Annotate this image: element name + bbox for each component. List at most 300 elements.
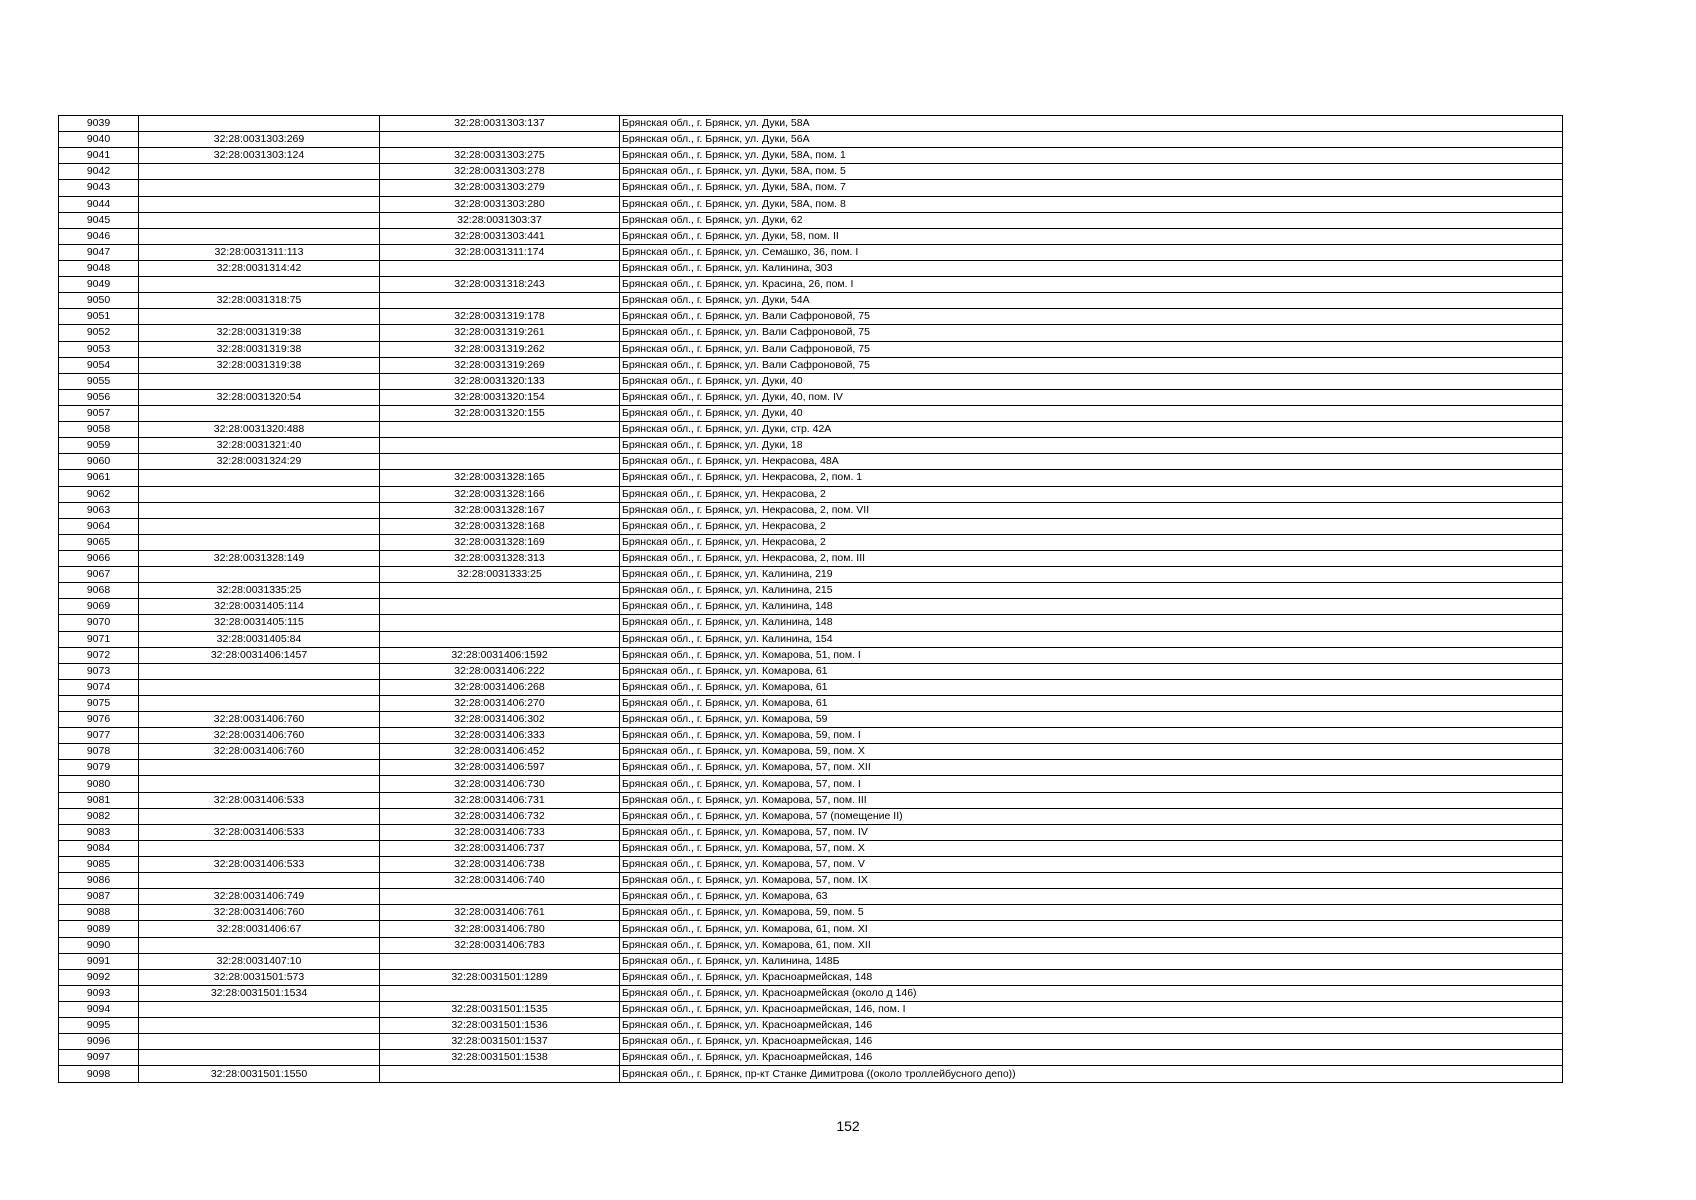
row-number-cell: 9045 [59, 212, 139, 228]
table-row [59, 921, 1563, 937]
object-cadastral-number-cell: 32:28:0031319:269 [380, 357, 620, 373]
row-number-cell: 9071 [59, 631, 139, 647]
table-row [59, 389, 1563, 405]
land-cadastral-number-cell [139, 663, 380, 679]
address-cell: Брянская обл., г. Брянск, ул. Комарова, 57, пом. IV [620, 824, 1563, 840]
table-row [59, 808, 1563, 824]
land-cadastral-number-cell [139, 873, 380, 889]
object-cadastral-number-cell [380, 953, 620, 969]
land-cadastral-number-cell: 32:28:0031321:40 [139, 438, 380, 454]
address-cell: Брянская обл., г. Брянск, ул. Дуки, 58А, пом. 7 [620, 180, 1563, 196]
address-cell: Брянская обл., г. Брянск, ул. Вали Сафроновой, 75 [620, 341, 1563, 357]
land-cadastral-number-cell: 32:28:0031406:1457 [139, 647, 380, 663]
table-row [59, 518, 1563, 534]
land-cadastral-number-cell: 32:28:0031318:75 [139, 293, 380, 309]
address-cell: Брянская обл., г. Брянск, ул. Дуки, 58, пом. II [620, 228, 1563, 244]
object-cadastral-number-cell: 32:28:0031406:268 [380, 679, 620, 695]
row-number-cell: 9069 [59, 599, 139, 615]
land-cadastral-number-cell: 32:28:0031406:533 [139, 857, 380, 873]
row-number-cell: 9096 [59, 1034, 139, 1050]
table-row [59, 857, 1563, 873]
address-cell: Брянская обл., г. Брянск, ул. Комарова, 51, пом. I [620, 647, 1563, 663]
address-cell: Брянская обл., г. Брянск, ул. Дуки, 58А, пом. 8 [620, 196, 1563, 212]
land-cadastral-number-cell: 32:28:0031406:533 [139, 792, 380, 808]
land-cadastral-number-cell: 32:28:0031501:573 [139, 969, 380, 985]
object-cadastral-number-cell: 32:28:0031318:243 [380, 277, 620, 293]
land-cadastral-number-cell: 32:28:0031328:149 [139, 550, 380, 566]
land-cadastral-number-cell: 32:28:0031405:84 [139, 631, 380, 647]
table-row [59, 679, 1563, 695]
object-cadastral-number-cell: 32:28:0031406:302 [380, 712, 620, 728]
object-cadastral-number-cell [380, 132, 620, 148]
address-cell: Брянская обл., г. Брянск, ул. Семашко, 36, пом. I [620, 244, 1563, 260]
address-cell: Брянская обл., г. Брянск, ул. Дуки, 58А [620, 116, 1563, 132]
row-number-cell: 9089 [59, 921, 139, 937]
object-cadastral-number-cell: 32:28:0031303:37 [380, 212, 620, 228]
land-cadastral-number-cell: 32:28:0031303:269 [139, 132, 380, 148]
object-cadastral-number-cell [380, 599, 620, 615]
address-cell: Брянская обл., г. Брянск, ул. Комарова, 57, пом. XII [620, 760, 1563, 776]
address-cell: Брянская обл., г. Брянск, ул. Дуки, стр. 42А [620, 422, 1563, 438]
table-row [59, 293, 1563, 309]
row-number-cell: 9078 [59, 744, 139, 760]
object-cadastral-number-cell: 32:28:0031320:155 [380, 405, 620, 421]
address-cell: Брянская обл., г. Брянск, ул. Комарова, 61 [620, 695, 1563, 711]
land-cadastral-number-cell: 32:28:0031319:38 [139, 357, 380, 373]
land-cadastral-number-cell: 32:28:0031406:760 [139, 728, 380, 744]
row-number-cell: 9084 [59, 840, 139, 856]
table-row [59, 905, 1563, 921]
table-row [59, 873, 1563, 889]
land-cadastral-number-cell: 32:28:0031314:42 [139, 260, 380, 276]
land-cadastral-number-cell: 32:28:0031406:749 [139, 889, 380, 905]
land-cadastral-number-cell: 32:28:0031320:488 [139, 422, 380, 438]
object-cadastral-number-cell: 32:28:0031406:738 [380, 857, 620, 873]
table-row [59, 1066, 1563, 1082]
address-cell: Брянская обл., г. Брянск, ул. Калинина, 154 [620, 631, 1563, 647]
address-cell: Брянская обл., г. Брянск, ул. Дуки, 40, пом. IV [620, 389, 1563, 405]
table-row [59, 550, 1563, 566]
object-cadastral-number-cell: 32:28:0031501:1536 [380, 1018, 620, 1034]
table-row [59, 728, 1563, 744]
table-row [59, 744, 1563, 760]
object-cadastral-number-cell: 32:28:0031406:783 [380, 937, 620, 953]
land-cadastral-number-cell [139, 373, 380, 389]
row-number-cell: 9067 [59, 567, 139, 583]
table-row [59, 889, 1563, 905]
object-cadastral-number-cell: 32:28:0031328:313 [380, 550, 620, 566]
address-cell: Брянская обл., г. Брянск, ул. Комарова, 57, пом. V [620, 857, 1563, 873]
address-cell: Брянская обл., г. Брянск, ул. Комарова, 59, пом. 5 [620, 905, 1563, 921]
object-cadastral-number-cell: 32:28:0031501:1289 [380, 969, 620, 985]
object-cadastral-number-cell [380, 454, 620, 470]
row-number-cell: 9082 [59, 808, 139, 824]
land-cadastral-number-cell: 32:28:0031320:54 [139, 389, 380, 405]
row-number-cell: 9068 [59, 583, 139, 599]
table-row [59, 438, 1563, 454]
address-cell: Брянская обл., г. Брянск, ул. Комарова, 57, пом. III [620, 792, 1563, 808]
land-cadastral-number-cell: 32:28:0031319:38 [139, 325, 380, 341]
row-number-cell: 9050 [59, 293, 139, 309]
table-row [59, 1002, 1563, 1018]
table-row [59, 116, 1563, 132]
land-cadastral-number-cell: 32:28:0031311:113 [139, 244, 380, 260]
row-number-cell: 9062 [59, 486, 139, 502]
row-number-cell: 9051 [59, 309, 139, 325]
address-cell: Брянская обл., г. Брянск, ул. Калинина, 148 [620, 615, 1563, 631]
row-number-cell: 9056 [59, 389, 139, 405]
land-cadastral-number-cell [139, 567, 380, 583]
table-row [59, 969, 1563, 985]
address-cell: Брянская обл., г. Брянск, ул. Калинина, 148 [620, 599, 1563, 615]
object-cadastral-number-cell [380, 583, 620, 599]
address-cell: Брянская обл., г. Брянск, ул. Комарова, 57, пом. IX [620, 873, 1563, 889]
table-row [59, 663, 1563, 679]
address-cell: Брянская обл., г. Брянск, ул. Красноармейская (около д 146) [620, 985, 1563, 1001]
address-cell: Брянская обл., г. Брянск, ул. Некрасова, 2, пом. III [620, 550, 1563, 566]
address-cell: Брянская обл., г. Брянск, ул. Комарова, 57, пом. I [620, 776, 1563, 792]
table-row [59, 341, 1563, 357]
row-number-cell: 9090 [59, 937, 139, 953]
object-cadastral-number-cell: 32:28:0031328:165 [380, 470, 620, 486]
land-cadastral-number-cell [139, 486, 380, 502]
row-number-cell: 9063 [59, 502, 139, 518]
table-row [59, 357, 1563, 373]
address-cell: Брянская обл., г. Брянск, ул. Красноармейская, 148 [620, 969, 1563, 985]
table-row [59, 599, 1563, 615]
row-number-cell: 9088 [59, 905, 139, 921]
object-cadastral-number-cell: 32:28:0031320:154 [380, 389, 620, 405]
table-row [59, 309, 1563, 325]
address-cell: Брянская обл., г. Брянск, пр-кт Станке Димитрова ((около троллейбусного депо)) [620, 1066, 1563, 1082]
address-cell: Брянская обл., г. Брянск, ул. Дуки, 40 [620, 405, 1563, 421]
table-row [59, 244, 1563, 260]
address-cell: Брянская обл., г. Брянск, ул. Некрасова, 48А [620, 454, 1563, 470]
table-row [59, 776, 1563, 792]
land-cadastral-number-cell: 32:28:0031303:124 [139, 148, 380, 164]
registry-table-body [59, 116, 1563, 1083]
address-cell: Брянская обл., г. Брянск, ул. Дуки, 54А [620, 293, 1563, 309]
table-row [59, 405, 1563, 421]
table-row [59, 712, 1563, 728]
registry-table [58, 115, 1563, 1083]
row-number-cell: 9076 [59, 712, 139, 728]
address-cell: Брянская обл., г. Брянск, ул. Красноармейская, 146 [620, 1018, 1563, 1034]
row-number-cell: 9075 [59, 695, 139, 711]
table-row [59, 502, 1563, 518]
row-number-cell: 9061 [59, 470, 139, 486]
address-cell: Брянская обл., г. Брянск, ул. Комарова, 57 (помещение II) [620, 808, 1563, 824]
land-cadastral-number-cell: 32:28:0031406:760 [139, 905, 380, 921]
table-row [59, 760, 1563, 776]
object-cadastral-number-cell [380, 438, 620, 454]
land-cadastral-number-cell [139, 470, 380, 486]
object-cadastral-number-cell: 32:28:0031303:280 [380, 196, 620, 212]
land-cadastral-number-cell [139, 534, 380, 550]
object-cadastral-number-cell: 32:28:0031319:261 [380, 325, 620, 341]
row-number-cell: 9059 [59, 438, 139, 454]
address-cell: Брянская обл., г. Брянск, ул. Комарова, 61, пом. XI [620, 921, 1563, 937]
address-cell: Брянская обл., г. Брянск, ул. Комарова, 59 [620, 712, 1563, 728]
address-cell: Брянская обл., г. Брянск, ул. Дуки, 58А, пом. 1 [620, 148, 1563, 164]
row-number-cell: 9091 [59, 953, 139, 969]
land-cadastral-number-cell: 32:28:0031407:10 [139, 953, 380, 969]
address-cell: Брянская обл., г. Брянск, ул. Калинина, 215 [620, 583, 1563, 599]
row-number-cell: 9093 [59, 985, 139, 1001]
object-cadastral-number-cell: 32:28:0031406:731 [380, 792, 620, 808]
table-row [59, 164, 1563, 180]
row-number-cell: 9057 [59, 405, 139, 421]
row-number-cell: 9085 [59, 857, 139, 873]
address-cell: Брянская обл., г. Брянск, ул. Некрасова, 2 [620, 518, 1563, 534]
table-row [59, 1034, 1563, 1050]
object-cadastral-number-cell [380, 615, 620, 631]
land-cadastral-number-cell [139, 405, 380, 421]
object-cadastral-number-cell: 32:28:0031320:133 [380, 373, 620, 389]
row-number-cell: 9049 [59, 277, 139, 293]
table-row [59, 422, 1563, 438]
land-cadastral-number-cell [139, 937, 380, 953]
row-number-cell: 9098 [59, 1066, 139, 1082]
land-cadastral-number-cell [139, 277, 380, 293]
object-cadastral-number-cell: 32:28:0031303:137 [380, 116, 620, 132]
address-cell: Брянская обл., г. Брянск, ул. Комарова, 61 [620, 679, 1563, 695]
address-cell: Брянская обл., г. Брянск, ул. Калинина, 303 [620, 260, 1563, 276]
table-row [59, 824, 1563, 840]
address-cell: Брянская обл., г. Брянск, ул. Вали Сафроновой, 75 [620, 325, 1563, 341]
land-cadastral-number-cell [139, 679, 380, 695]
table-row [59, 212, 1563, 228]
object-cadastral-number-cell [380, 631, 620, 647]
row-number-cell: 9087 [59, 889, 139, 905]
row-number-cell: 9053 [59, 341, 139, 357]
table-row [59, 534, 1563, 550]
row-number-cell: 9055 [59, 373, 139, 389]
object-cadastral-number-cell: 32:28:0031406:597 [380, 760, 620, 776]
table-row [59, 373, 1563, 389]
object-cadastral-number-cell: 32:28:0031328:167 [380, 502, 620, 518]
address-cell: Брянская обл., г. Брянск, ул. Комарова, 57, пом. X [620, 840, 1563, 856]
page-number: 152 [836, 1118, 860, 1134]
address-cell: Брянская обл., г. Брянск, ул. Некрасова, 2 [620, 534, 1563, 550]
land-cadastral-number-cell [139, 1034, 380, 1050]
land-cadastral-number-cell: 32:28:0031319:38 [139, 341, 380, 357]
object-cadastral-number-cell: 32:28:0031406:270 [380, 695, 620, 711]
object-cadastral-number-cell: 32:28:0031501:1538 [380, 1050, 620, 1066]
object-cadastral-number-cell: 32:28:0031328:169 [380, 534, 620, 550]
address-cell: Брянская обл., г. Брянск, ул. Красноармейская, 146 [620, 1050, 1563, 1066]
land-cadastral-number-cell [139, 808, 380, 824]
object-cadastral-number-cell: 32:28:0031406:452 [380, 744, 620, 760]
address-cell: Брянская обл., г. Брянск, ул. Красноармейская, 146 [620, 1034, 1563, 1050]
object-cadastral-number-cell: 32:28:0031406:732 [380, 808, 620, 824]
address-cell: Брянская обл., г. Брянск, ул. Комарова, 59, пом. I [620, 728, 1563, 744]
row-number-cell: 9064 [59, 518, 139, 534]
row-number-cell: 9041 [59, 148, 139, 164]
land-cadastral-number-cell: 32:28:0031406:760 [139, 744, 380, 760]
table-row [59, 567, 1563, 583]
table-row [59, 583, 1563, 599]
object-cadastral-number-cell [380, 260, 620, 276]
table-row [59, 228, 1563, 244]
row-number-cell: 9080 [59, 776, 139, 792]
row-number-cell: 9058 [59, 422, 139, 438]
land-cadastral-number-cell [139, 776, 380, 792]
row-number-cell: 9095 [59, 1018, 139, 1034]
land-cadastral-number-cell [139, 1050, 380, 1066]
row-number-cell: 9047 [59, 244, 139, 260]
land-cadastral-number-cell [139, 309, 380, 325]
object-cadastral-number-cell: 32:28:0031406:761 [380, 905, 620, 921]
land-cadastral-number-cell [139, 196, 380, 212]
table-row [59, 615, 1563, 631]
table-row [59, 695, 1563, 711]
object-cadastral-number-cell: 32:28:0031501:1537 [380, 1034, 620, 1050]
land-cadastral-number-cell: 32:28:0031405:114 [139, 599, 380, 615]
land-cadastral-number-cell: 32:28:0031501:1534 [139, 985, 380, 1001]
row-number-cell: 9054 [59, 357, 139, 373]
address-cell: Брянская обл., г. Брянск, ул. Красноармейская, 146, пом. I [620, 1002, 1563, 1018]
address-cell: Брянская обл., г. Брянск, ул. Дуки, 18 [620, 438, 1563, 454]
row-number-cell: 9083 [59, 824, 139, 840]
table-row [59, 631, 1563, 647]
land-cadastral-number-cell [139, 695, 380, 711]
table-row [59, 486, 1563, 502]
table-row [59, 1018, 1563, 1034]
table-row [59, 1050, 1563, 1066]
row-number-cell: 9043 [59, 180, 139, 196]
address-cell: Брянская обл., г. Брянск, ул. Комарова, 61, пом. XII [620, 937, 1563, 953]
land-cadastral-number-cell [139, 840, 380, 856]
land-cadastral-number-cell [139, 180, 380, 196]
object-cadastral-number-cell: 32:28:0031406:333 [380, 728, 620, 744]
table-row [59, 277, 1563, 293]
table-row [59, 454, 1563, 470]
object-cadastral-number-cell: 32:28:0031406:740 [380, 873, 620, 889]
object-cadastral-number-cell: 32:28:0031406:222 [380, 663, 620, 679]
object-cadastral-number-cell: 32:28:0031406:780 [380, 921, 620, 937]
object-cadastral-number-cell: 32:28:0031303:279 [380, 180, 620, 196]
object-cadastral-number-cell: 32:28:0031406:733 [380, 824, 620, 840]
land-cadastral-number-cell [139, 1002, 380, 1018]
land-cadastral-number-cell [139, 164, 380, 180]
row-number-cell: 9048 [59, 260, 139, 276]
object-cadastral-number-cell [380, 422, 620, 438]
address-cell: Брянская обл., г. Брянск, ул. Вали Сафроновой, 75 [620, 309, 1563, 325]
row-number-cell: 9079 [59, 760, 139, 776]
object-cadastral-number-cell: 32:28:0031303:278 [380, 164, 620, 180]
row-number-cell: 9073 [59, 663, 139, 679]
row-number-cell: 9081 [59, 792, 139, 808]
land-cadastral-number-cell [139, 228, 380, 244]
object-cadastral-number-cell: 32:28:0031328:168 [380, 518, 620, 534]
object-cadastral-number-cell: 32:28:0031303:441 [380, 228, 620, 244]
row-number-cell: 9044 [59, 196, 139, 212]
table-row [59, 132, 1563, 148]
land-cadastral-number-cell: 32:28:0031406:533 [139, 824, 380, 840]
address-cell: Брянская обл., г. Брянск, ул. Комарова, 59, пом. X [620, 744, 1563, 760]
row-number-cell: 9077 [59, 728, 139, 744]
row-number-cell: 9074 [59, 679, 139, 695]
land-cadastral-number-cell: 32:28:0031406:760 [139, 712, 380, 728]
table-row [59, 937, 1563, 953]
land-cadastral-number-cell: 32:28:0031406:67 [139, 921, 380, 937]
address-cell: Брянская обл., г. Брянск, ул. Калинина, 219 [620, 567, 1563, 583]
address-cell: Брянская обл., г. Брянск, ул. Дуки, 40 [620, 373, 1563, 389]
address-cell: Брянская обл., г. Брянск, ул. Дуки, 58А, пом. 5 [620, 164, 1563, 180]
table-row [59, 148, 1563, 164]
row-number-cell: 9042 [59, 164, 139, 180]
address-cell: Брянская обл., г. Брянск, ул. Калинина, 148Б [620, 953, 1563, 969]
table-row [59, 792, 1563, 808]
land-cadastral-number-cell: 32:28:0031405:115 [139, 615, 380, 631]
address-cell: Брянская обл., г. Брянск, ул. Комарова, 63 [620, 889, 1563, 905]
table-row [59, 260, 1563, 276]
row-number-cell: 9066 [59, 550, 139, 566]
land-cadastral-number-cell [139, 212, 380, 228]
object-cadastral-number-cell: 32:28:0031311:174 [380, 244, 620, 260]
table-row [59, 470, 1563, 486]
object-cadastral-number-cell: 32:28:0031319:262 [380, 341, 620, 357]
object-cadastral-number-cell: 32:28:0031406:737 [380, 840, 620, 856]
address-cell: Брянская обл., г. Брянск, ул. Некрасова, 2, пом. 1 [620, 470, 1563, 486]
object-cadastral-number-cell [380, 293, 620, 309]
row-number-cell: 9072 [59, 647, 139, 663]
row-number-cell: 9086 [59, 873, 139, 889]
land-cadastral-number-cell [139, 1018, 380, 1034]
object-cadastral-number-cell [380, 889, 620, 905]
table-row [59, 953, 1563, 969]
land-cadastral-number-cell: 32:28:0031501:1550 [139, 1066, 380, 1082]
object-cadastral-number-cell [380, 1066, 620, 1082]
land-cadastral-number-cell: 32:28:0031324:29 [139, 454, 380, 470]
address-cell: Брянская обл., г. Брянск, ул. Вали Сафроновой, 75 [620, 357, 1563, 373]
row-number-cell: 9060 [59, 454, 139, 470]
table-row [59, 647, 1563, 663]
land-cadastral-number-cell [139, 116, 380, 132]
address-cell: Брянская обл., г. Брянск, ул. Дуки, 56А [620, 132, 1563, 148]
row-number-cell: 9097 [59, 1050, 139, 1066]
object-cadastral-number-cell: 32:28:0031406:730 [380, 776, 620, 792]
land-cadastral-number-cell: 32:28:0031335:25 [139, 583, 380, 599]
address-cell: Брянская обл., г. Брянск, ул. Дуки, 62 [620, 212, 1563, 228]
object-cadastral-number-cell [380, 985, 620, 1001]
table-row [59, 180, 1563, 196]
row-number-cell: 9092 [59, 969, 139, 985]
object-cadastral-number-cell: 32:28:0031328:166 [380, 486, 620, 502]
object-cadastral-number-cell: 32:28:0031406:1592 [380, 647, 620, 663]
row-number-cell: 9040 [59, 132, 139, 148]
object-cadastral-number-cell: 32:28:0031319:178 [380, 309, 620, 325]
row-number-cell: 9052 [59, 325, 139, 341]
row-number-cell: 9065 [59, 534, 139, 550]
row-number-cell: 9070 [59, 615, 139, 631]
table-row [59, 196, 1563, 212]
table-row [59, 325, 1563, 341]
table-row [59, 840, 1563, 856]
row-number-cell: 9039 [59, 116, 139, 132]
address-cell: Брянская обл., г. Брянск, ул. Комарова, 61 [620, 663, 1563, 679]
object-cadastral-number-cell: 32:28:0031333:25 [380, 567, 620, 583]
row-number-cell: 9046 [59, 228, 139, 244]
table-row [59, 985, 1563, 1001]
address-cell: Брянская обл., г. Брянск, ул. Некрасова, 2 [620, 486, 1563, 502]
address-cell: Брянская обл., г. Брянск, ул. Красина, 26, пом. I [620, 277, 1563, 293]
row-number-cell: 9094 [59, 1002, 139, 1018]
object-cadastral-number-cell: 32:28:0031303:275 [380, 148, 620, 164]
land-cadastral-number-cell [139, 760, 380, 776]
land-cadastral-number-cell [139, 502, 380, 518]
